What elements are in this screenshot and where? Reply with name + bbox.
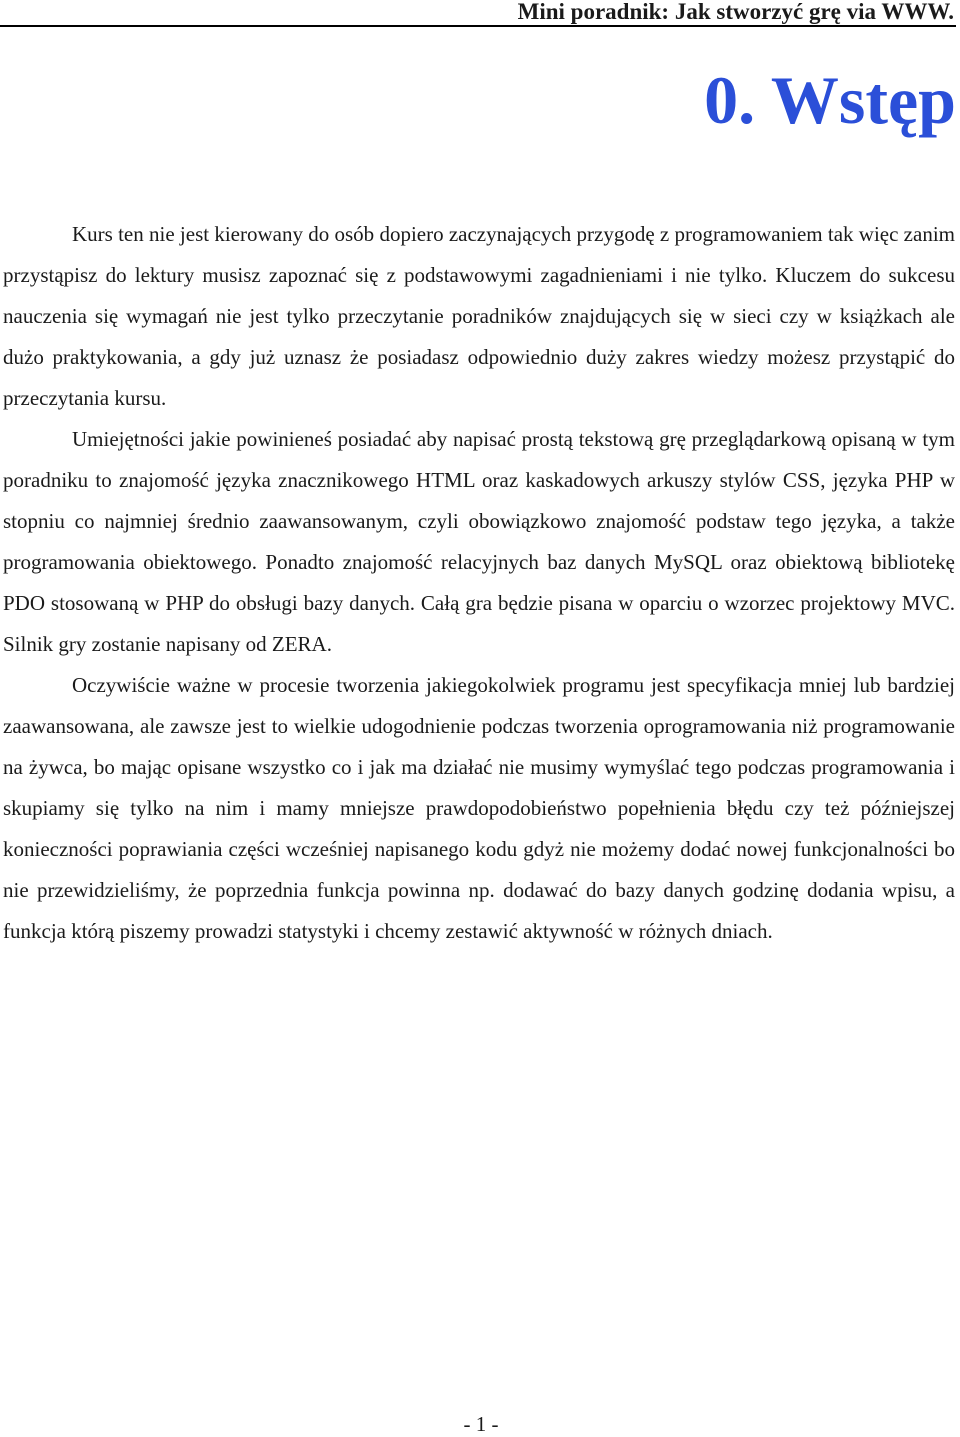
running-header (0, 0, 956, 27)
paragraph-intro: Kurs ten nie jest kierowany do osób dopiero zaczynających przygodę z programowaniem tak więc zanim przystąpisz do lektury musisz zapoznać się z podstawowymi zagadnieniami i nie tylko. Kluczem do sukcesu nauczenia się wymagań nie jest tylko przeczytanie poradników znajdujących się w sieci czy w książkach ale dużo praktykowania, a gdy już uznasz że posiadasz odpowiednio duży zakres wiedzy możesz przystąpić do przeczytania kursu. (3, 222, 955, 410)
paragraph-specification: Oczywiście ważne w procesie tworzenia jakiegokolwiek programu jest specyfikacja mniej lub bardziej zaawansowana, ale zawsze jest to wielkie udogodnienie podczas tworzenia oprogramowania niż programowanie na żywca, bo mając opisane wszystko co i jak ma działać nie musimy wymyślać tego podczas programowania i skupiamy się tylko na nim i mamy mniejsze prawdopodobieństwo popełnienia błędu czy też późniejszej konieczności poprawiania części wcześniej napisanego kodu gdyż nie możemy dodać nowej funkcjonalności bo nie przewidzieliśmy, że poprzednia funkcja powinna np. dodawać do bazy danych godzinę dodania wpisu, a funkcja którą piszemy prowadzi statystyki i chcemy zestawić aktywność w różnych dniach. (3, 673, 955, 943)
chapter-title: 0. Wstęp (704, 62, 956, 138)
page-number: - 1 - (463, 1412, 499, 1436)
paragraph-requirements: Umiejętności jakie powinieneś posiadać aby napisać prostą tekstową grę przeglądarkową opisaną w tym poradniku to znajomość języka znacznikowego HTML oraz kaskadowych arkuszy stylów CSS, języka PHP w stopniu co najmniej średnio zaawansowanym, czyli obowiązkowo znajomość podstaw tego języka, a także programowania obiektowego. Ponadto znajomość relacyjnych baz danych MySQL oraz obiektową bibliotekę PDO stosowaną w PHP do obsługi bazy danych. Całą gra będzie pisana w oparciu o wzorzec projektowy MVC. Silnik gry zostanie napisany od ZERA. (3, 427, 955, 656)
running-header-title: Mini poradnik: Jak stworzyć grę via WWW. (517, 0, 954, 24)
body-text (3, 214, 955, 952)
